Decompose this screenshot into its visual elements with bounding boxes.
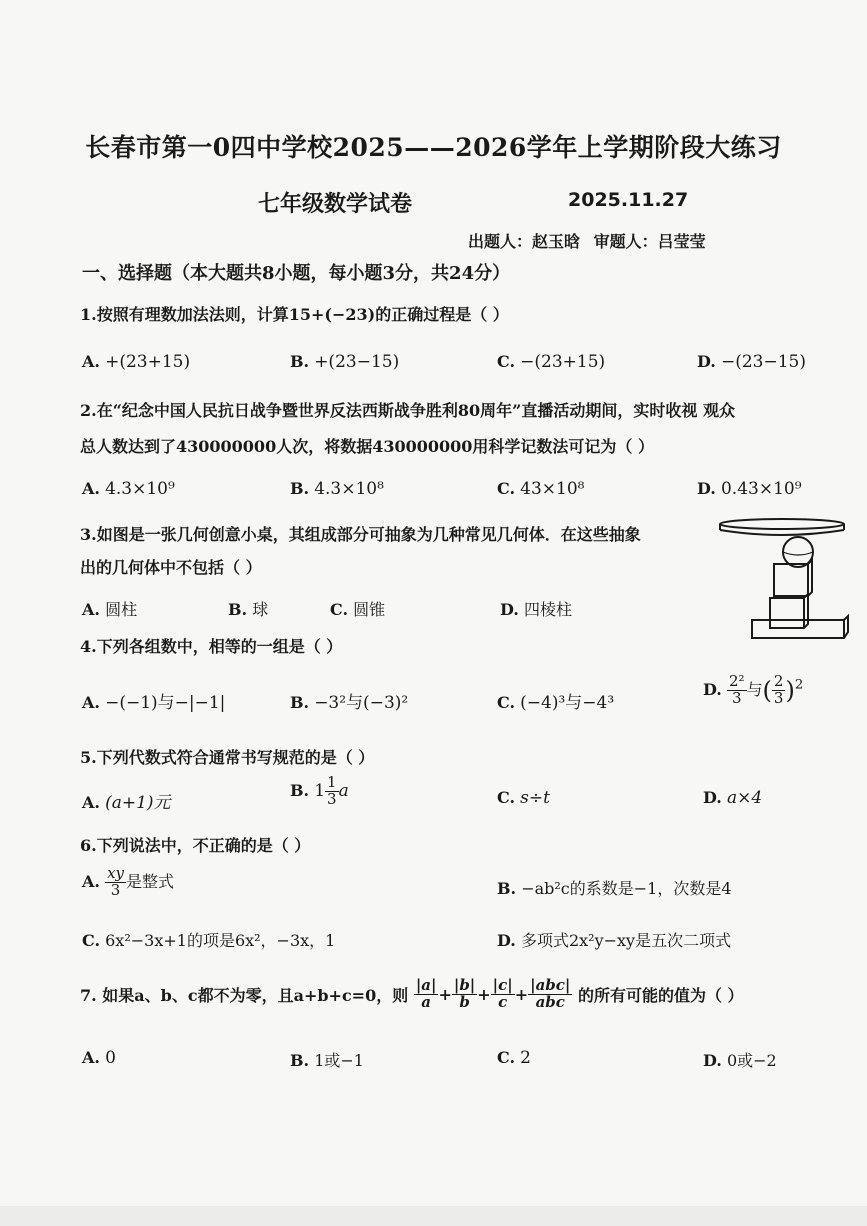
q6-option-c: C. 6x²−3x+1的项是6x²，−3x，1 bbox=[82, 931, 336, 950]
q7-option-a: A. 0 bbox=[82, 1048, 116, 1068]
exam-authors: 出题人：赵玉晗 审题人：吕莹莹 bbox=[468, 232, 706, 251]
q2-option-d: D. 0.43×10⁹ bbox=[697, 479, 802, 499]
q3-option-c: C. 圆锥 bbox=[330, 600, 386, 619]
q7-option-b: B. 1或−1 bbox=[290, 1051, 364, 1070]
q2-option-c: C. 43×10⁸ bbox=[497, 479, 585, 499]
q3-stem-line2: 出的几何体中不包括（ ） bbox=[80, 558, 262, 577]
q5-option-b: B. 1 $\frac{1}{3}$ a bbox=[290, 773, 349, 808]
q2-stem-line2: 总人数达到了430000000人次，将数据430000000用科学记数法可记为（ ） bbox=[80, 437, 654, 456]
q4-option-b: B. −3²与(−3)² bbox=[290, 693, 409, 713]
q6-stem: 6.下列说法中，不正确的是（ ） bbox=[80, 836, 311, 855]
q2-stem-line1: 2.在“纪念中国人民抗日战争暨世界反法西斯战争胜利80周年”直播活动期间，实时收视 观众 bbox=[80, 401, 735, 420]
q4-option-c: C. (−4)³与−4³ bbox=[497, 693, 615, 713]
q4-d-frac2: $\frac{2}{3}$ bbox=[773, 672, 784, 707]
q3-option-d: D. 四棱柱 bbox=[500, 600, 572, 619]
q1-option-b: B. +(23−15) bbox=[290, 352, 400, 372]
q2-option-a: A. 4.3×10⁹ bbox=[82, 479, 175, 499]
q7-stem: 7. 如果a、b、c都不为零，且a+b+c=0，则 $\frac{|a|}{a}$ + $\frac{|b|}{b}$ + $\frac{|c|}{c}$ + $\frac{\text{|abc|}}{\text{abc}}$ 的所有可能的值为（ ） bbox=[80, 976, 744, 1011]
q5-stem: 5.下列代数式符合通常书写规范的是（ ） bbox=[80, 748, 375, 767]
q4-d-frac1: $\frac{\text{2²}}{3}$ bbox=[728, 672, 745, 707]
q4-option-a: A. −(−1)与−|−1| bbox=[82, 693, 226, 713]
exam-subtitle: 七年级数学试卷 bbox=[258, 191, 413, 217]
q4-option-d: D. $\frac{\text{2²}}{3}$ 与( $\frac{2}{3}$ )$^2$ bbox=[703, 672, 804, 707]
q1-stem: 1.按照有理数加法法则，计算15+(−23)的正确过程是（ ） bbox=[80, 305, 509, 324]
exam-title: 长春市第一0四中学校2025——2026学年上学期阶段大练习 bbox=[85, 133, 782, 162]
geometric-table-figure bbox=[712, 512, 852, 644]
q6-option-a: A. $\frac{xy}{3}$ 是整式 bbox=[82, 864, 175, 899]
q1-option-d: D. −(23−15) bbox=[697, 352, 806, 372]
section-heading: 一、选择题（本大题共8小题，每小题3分，共24分） bbox=[82, 263, 511, 284]
q3-option-a: A. 圆柱 bbox=[82, 600, 138, 619]
q7-option-d: D. 0或−2 bbox=[703, 1051, 777, 1070]
q5-option-a: A. (a+1)元 bbox=[82, 793, 171, 813]
q3-stem-line1: 3.如图是一张几何创意小桌，其组成部分可抽象为几种常见几何体．在这些抽象 bbox=[80, 525, 641, 544]
q1-option-a: A. +(23+15) bbox=[82, 352, 191, 372]
q3-option-b: B. 球 bbox=[228, 600, 269, 619]
q6-option-d: D. 多项式2x²y−xy是五次二项式 bbox=[497, 931, 732, 950]
q5-option-d: D. a×4 bbox=[703, 788, 763, 808]
page-bottom-edge bbox=[0, 1206, 867, 1226]
q5-option-c: C. s÷t bbox=[497, 788, 550, 808]
exam-date: 2025.11.27 bbox=[568, 189, 689, 211]
q7-option-c: C. 2 bbox=[497, 1048, 531, 1068]
q2-option-b: B. 4.3×10⁸ bbox=[290, 479, 384, 499]
q6-option-b: B. −ab²c的系数是−1，次数是4 bbox=[497, 879, 732, 898]
q4-stem: 4.下列各组数中，相等的一组是（ ） bbox=[80, 637, 343, 656]
q1-option-c: C. −(23+15) bbox=[497, 352, 606, 372]
